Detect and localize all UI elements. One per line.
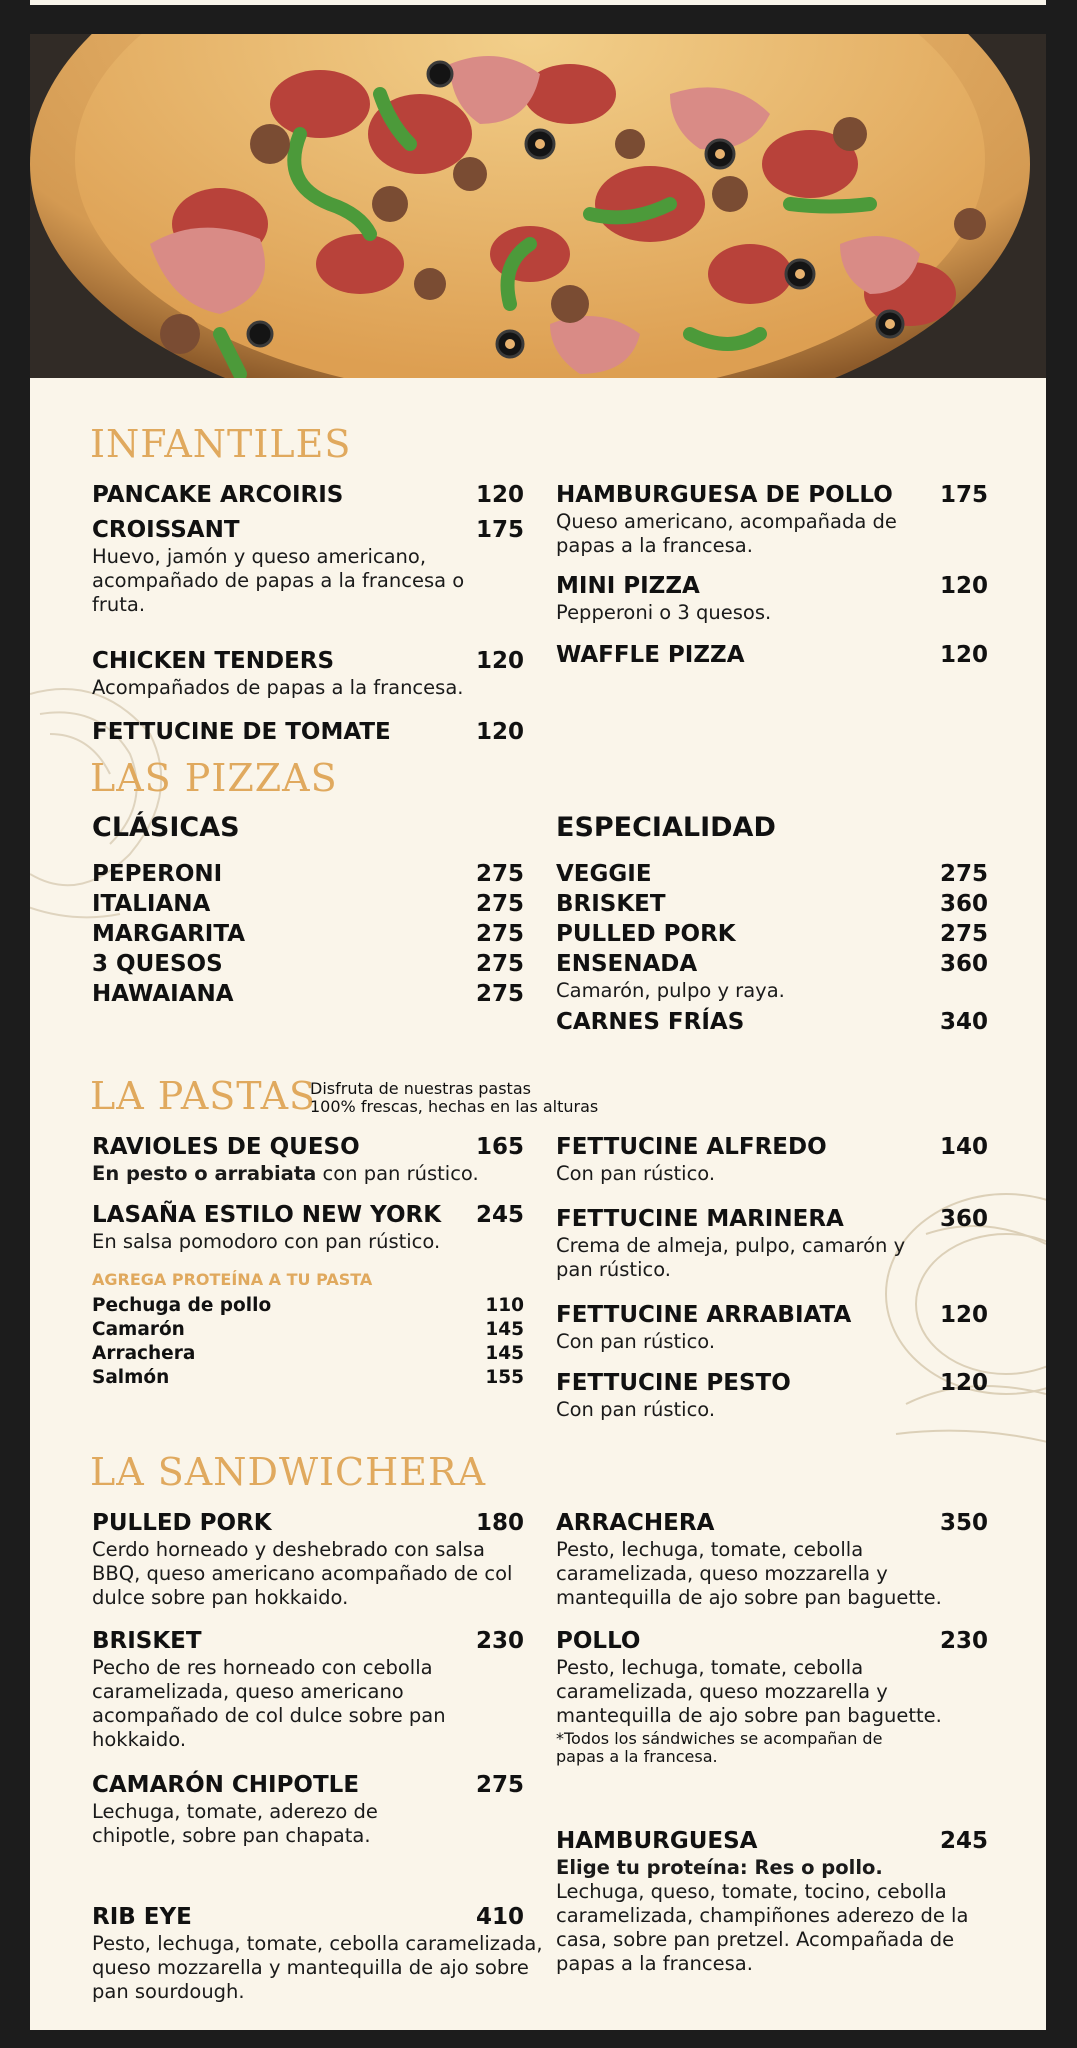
item-name: MARGARITA [92,921,246,947]
menu-item [556,571,988,625]
item-description: Queso americano, acompañada de papas a la francesa. [556,510,897,557]
subsection-title-clasicas: CLÁSICAS [92,812,240,843]
item-price: 275 [475,951,524,977]
item-price: 340 [939,1009,988,1035]
menu-item [556,1826,988,1976]
item-price: 360 [939,891,988,917]
item-name: RIB EYE [92,1904,192,1930]
item-name: VEGGIE [556,861,652,887]
item-price: 145 [485,1343,524,1364]
item-description: Pecho de res horneado con cebolla caramelizada, queso americano acompañado de col dulce sobre pan hokkaido. [92,1656,446,1751]
item-price: 275 [939,921,988,947]
item-name: RAVIOLES DE QUESO [92,1134,360,1160]
section-title-sandwichera: LA SANDWICHERA [90,1450,487,1494]
menu-item [556,1300,988,1354]
item-name: CHICKEN TENDERS [92,648,335,674]
item-name: HAWAIANA [92,981,234,1007]
item-name: FETTUCINE ARRABIATA [556,1302,852,1328]
menu-item [556,949,988,979]
item-price: 120 [475,719,524,745]
item-price: 120 [939,573,988,599]
item-name: HAMBURGUESA [556,1828,758,1854]
item-description: Pepperoni o 3 quesos. [556,601,772,624]
item-description: Lechuga, queso, tomate, tocino, cebolla caramelizada, champiñones aderezo de la casa, sobre pan pretzel. Acompañada de papas a la francesa. [556,1880,969,1975]
sandwich-note: *Todos los sándwiches se acompañan de papas a la francesa. [556,1729,883,1766]
item-price: 120 [475,648,524,674]
menu-item [92,515,524,617]
item-price: 180 [475,1510,524,1536]
menu-item [556,1007,988,1037]
item-description: Acompañados de papas a la francesa. [92,676,464,699]
item-name: CARNES FRÍAS [556,1009,745,1035]
item-description: Crema de almeja, pulpo, camarón y pan rústico. [556,1234,906,1281]
menu-item [92,1902,543,2004]
item-description: Cerdo horneado y deshebrado con salsa BBQ, queso americano acompañado de col dulce sobre pan hokkaido. [92,1538,513,1609]
item-name: PULLED PORK [556,921,736,947]
item-description: Con pan rústico. [556,1330,716,1353]
menu-item [92,1508,524,1610]
protein-item [92,1294,524,1318]
item-name: PEPERONI [92,861,223,887]
item-description: Con pan rústico. [556,1398,716,1421]
pizza-list-especialidad [556,859,988,1037]
item-price: 165 [475,1134,524,1160]
item-price: 155 [485,1367,524,1388]
item-price: 275 [939,861,988,887]
item-name: FETTUCINE DE TOMATE [92,719,391,745]
menu-item [92,859,524,889]
item-name: CAMARÓN CHIPOTLE [92,1772,360,1798]
intro-line: 100% frescas, hechas en las alturas [310,1097,599,1116]
item-description: Pesto, lechuga, tomate, cebolla caramelizada, queso mozzarella y mantequilla de ajo sobre pan sourdough. [92,1932,543,2003]
item-price: 120 [939,1370,988,1396]
item-name: PULLED PORK [92,1510,272,1536]
item-name: FETTUCINE PESTO [556,1370,791,1396]
item-price: 275 [475,921,524,947]
pastas-intro [310,1080,598,1116]
item-name: Camarón [92,1319,185,1340]
item-price: 175 [939,482,988,508]
item-price: 350 [939,1510,988,1536]
item-name: MINI PIZZA [556,573,700,599]
item-description: En salsa pomodoro con pan rústico. [92,1230,441,1253]
item-name: LASAÑA ESTILO NEW YORK [92,1202,442,1228]
item-name: WAFFLE PIZZA [556,642,745,668]
item-price: 275 [475,1772,524,1798]
item-price: 120 [939,1302,988,1328]
item-price: 275 [475,891,524,917]
item-description: Lechuga, tomate, aderezo de chipotle, sobre pan chapata. [92,1800,378,1847]
item-name: BRISKET [92,1628,202,1654]
protein-add-title: AGREGA PROTEÍNA A TU PASTA [92,1270,373,1289]
menu-page [30,34,1046,2030]
menu-item [92,1626,524,1752]
item-price: 230 [475,1628,524,1654]
menu-item [92,1132,524,1186]
menu-item [556,1132,988,1186]
menu-item [92,949,524,979]
protein-item [92,1366,524,1390]
item-name: ARRACHERA [556,1510,715,1536]
item-price: 245 [475,1202,524,1228]
menu-item [556,859,988,889]
item-description-bold: Elige tu proteína: Res o pollo. [556,1856,883,1879]
item-description: Huevo, jamón y queso americano, acompañado de papas a la francesa o fruta. [92,545,465,616]
item-price: 360 [939,951,988,977]
item-name: Arrachera [92,1343,196,1364]
menu-item [556,640,988,670]
item-price: 245 [939,1828,988,1854]
item-name: BRISKET [556,891,666,917]
subsection-title-especialidad: ESPECIALIDAD [556,812,776,843]
item-price: 275 [475,861,524,887]
protein-item [92,1342,524,1366]
item-price: 120 [475,482,524,508]
item-price: 110 [485,1295,524,1316]
item-price: 120 [939,642,988,668]
item-name: FETTUCINE MARINERA [556,1206,844,1232]
item-price: 230 [939,1628,988,1654]
menu-item [92,1200,524,1254]
item-description: Con pan rústico. [556,1162,716,1185]
item-description: Camarón, pulpo y raya. [556,979,785,1002]
menu-item [556,1204,988,1282]
menu-item [556,919,988,949]
menu-item [92,1770,524,1848]
menu-item [556,1368,988,1422]
item-name: CROISSANT [92,517,240,543]
item-name: POLLO [556,1628,641,1654]
menu-item [556,1626,988,1766]
item-description: con pan rústico. [316,1162,479,1185]
item-name: ITALIANA [92,891,211,917]
item-description-bold: En pesto o arrabiata [92,1162,317,1185]
item-name: Salmón [92,1367,170,1388]
item-price: 360 [939,1206,988,1232]
section-title-pastas: LA PASTAS [90,1074,317,1118]
menu-item [92,919,524,949]
protein-item [92,1318,524,1342]
pizza-photo [30,34,1046,378]
item-price: 175 [475,517,524,543]
item-name: HAMBURGUESA DE POLLO [556,482,893,508]
menu-item [92,979,524,1009]
menu-item [556,480,988,558]
menu-item [92,889,524,919]
item-price: 410 [475,1904,524,1930]
item-price: 275 [475,981,524,1007]
item-name: PANCAKE ARCOIRIS [92,482,344,508]
protein-list [92,1294,524,1390]
item-name: 3 QUESOS [92,951,223,977]
item-description: Pesto, lechuga, tomate, cebolla caramelizada, queso mozzarella y mantequilla de ajo sobre pan baguette. [556,1656,942,1727]
top-strip [30,0,1046,5]
item-name: Pechuga de pollo [92,1295,272,1316]
menu-item [92,717,524,747]
pizza-list-clasicas [92,859,524,1009]
item-description: Pesto, lechuga, tomate, cebolla caramelizada, queso mozzarella y mantequilla de ajo sobre pan baguette. [556,1538,942,1609]
menu-item [92,480,524,510]
item-price: 145 [485,1319,524,1340]
menu-item [556,1508,988,1610]
intro-line: Disfruta de nuestras pastas [310,1079,531,1098]
item-price: 140 [939,1134,988,1160]
menu-item [92,646,524,700]
item-name: ENSENADA [556,951,698,977]
section-title-infantiles: INFANTILES [90,422,352,466]
menu-item [556,889,988,919]
item-name: FETTUCINE ALFREDO [556,1134,827,1160]
section-title-pizzas: LAS PIZZAS [90,756,338,800]
